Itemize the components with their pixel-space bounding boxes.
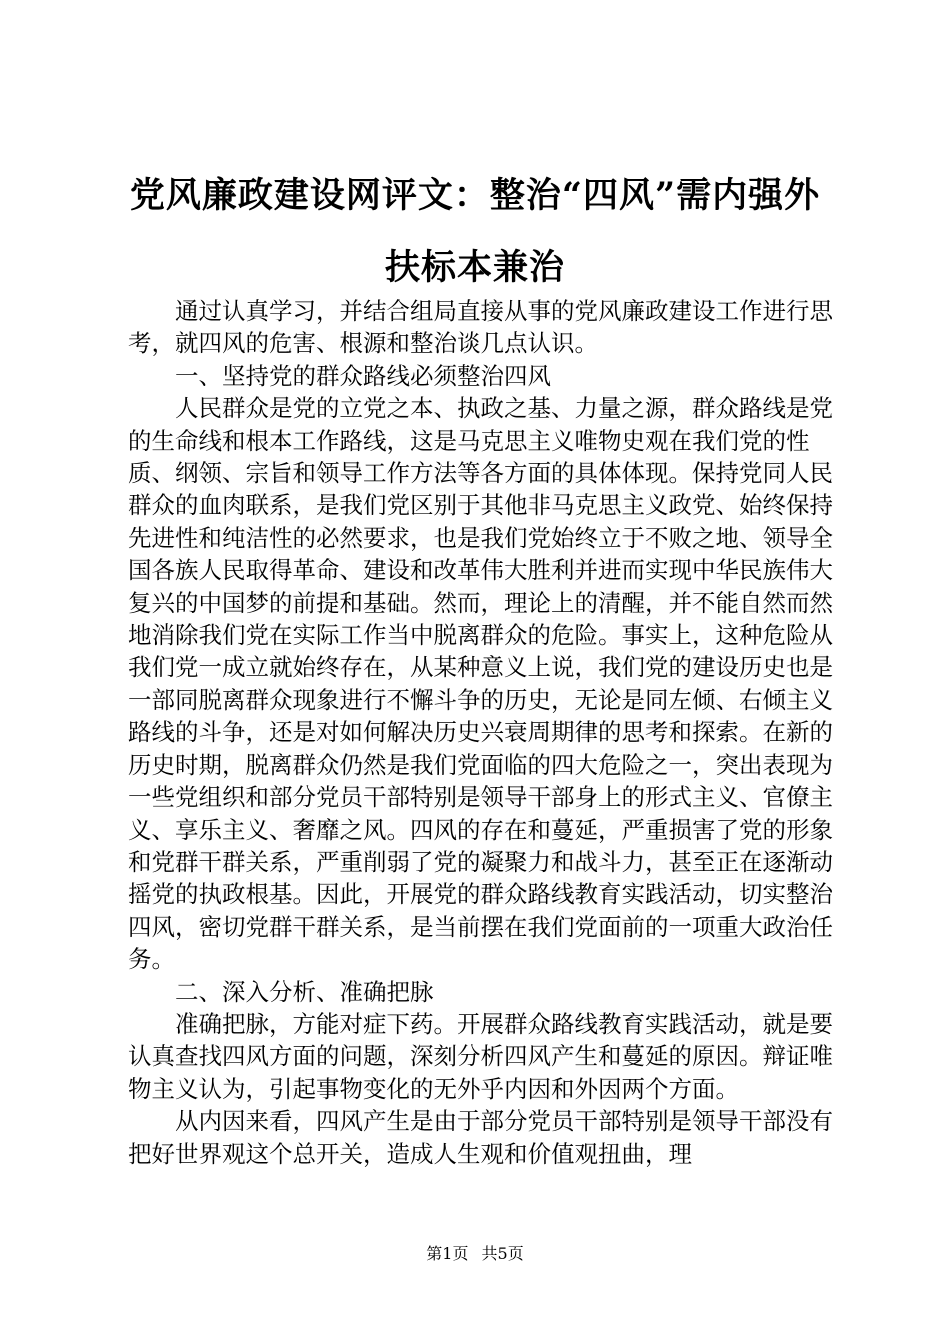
title-line-2: 扶标本兼治 xyxy=(384,247,565,288)
body-paragraph-2: 准确把脉，方能对症下药。开展群众路线教育实践活动，就是要认真查找四风方面的问题，深刻分析四风产生和蔓延的原因。辩证唯物主义认为，引起事物变化的无外乎内因和外因两个方面。 xyxy=(128,1009,833,1103)
section-heading-2: 二、深入分析、准确把脉 xyxy=(175,977,434,1006)
intro-paragraph: 通过认真学习，并结合组局直接从事的党风廉政建设工作进行思考，就四风的危害、根源和整治谈几点认识。 xyxy=(128,297,833,358)
section-heading-1: 一、坚持党的群众路线必须整治四风 xyxy=(175,361,551,390)
body-paragraph-1: 人民群众是党的立党之本、执政之基、力量之源，群众路线是党的生命线和根本工作路线，这是马克思主义唯物史观在我们党的性质、纲领、宗旨和领导工作方法等各方面的具体体现。保持党同人民群众的血肉联系，是我们党区别于其他非马克思主义政党、始终保持先进性和纯洁性的必然要求，也是我们党始终立于不败之地、领导全国各族人民取得革命、建设和改革伟大胜利并进而实现中华民族伟大复兴的中国梦的前提和基础。然而，理论上的清醒，并不能自然而然地消除我们党在实际工作当中脱离群众的危险。事实上，这种危险从我们党一成立就始终存在，从某种意义上说，我们党的建设历史也是一部同脱离群众现象进行不懈斗争的历史，无论是同左倾、右倾主义路线的斗争，还是对如何解决历史兴衰周期律的思考和探索。在新的历史时期，脱离群众仍然是我们党面临的四大危险之一，突出表现为一些党组织和部分党员干部特别是领导干部身上的形式主义、官僚主义、享乐主义、奢靡之风。四风的存在和蔓延，严重损害了党的形象和党群干群关系，严重削弱了党的凝聚力和战斗力，甚至正在逐渐动摇党的执政根基。因此，开展党的群众路线教育实践活动，切实整治四风，密切党群干群关系，是当前摆在我们党面前的一项重大政治任务。 xyxy=(128,394,833,974)
page-total: 共5页 xyxy=(481,1244,524,1263)
document-body xyxy=(128,295,833,1170)
document-title xyxy=(120,160,830,304)
body-paragraph-3: 从内因来看，四风产生是由于部分党员干部特别是领导干部没有把好世界观这个总开关，造成人生观和价值观扭曲，理 xyxy=(128,1107,833,1168)
page-footer xyxy=(0,1243,950,1265)
page-number: 第1页 xyxy=(426,1244,469,1263)
title-line-1: 党风廉政建设网评文：整治“四风”需内强外 xyxy=(129,175,821,216)
